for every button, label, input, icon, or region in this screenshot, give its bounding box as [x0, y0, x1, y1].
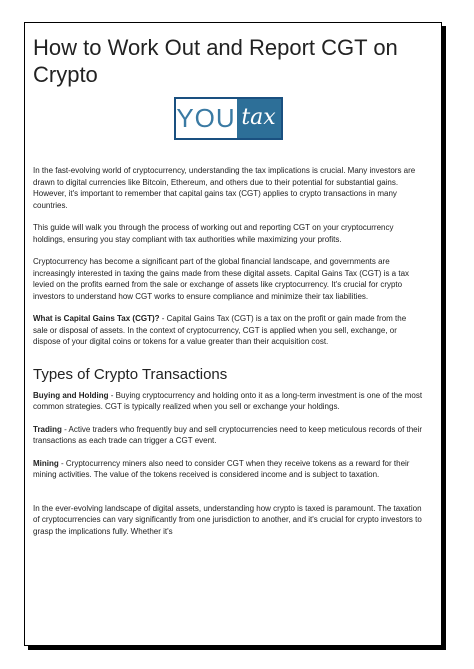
type-term: Mining [33, 458, 59, 468]
type-term: Trading [33, 424, 62, 434]
type-buying-holding [33, 390, 423, 413]
logo-tax-text: tax [241, 105, 276, 130]
document-content [33, 34, 423, 537]
types-heading: Types of Crypto Transactions [33, 365, 228, 383]
type-text: - Active traders who frequently buy and sell cryptocurrencies need to keep meticulous records of their transactions as each trade can trigger a CGT event. [33, 424, 423, 445]
guide-paragraph: This guide will walk you through the process of working out and reporting CGT on your cryptocurrency holdings, ensuring you stay compliant with tax authorities while maximizing your profits. [33, 223, 394, 244]
intro-cgt-note: However, it's important to remember that capital gains tax (CGT) applies to crypto transactions in many countries. [33, 189, 397, 210]
significance-paragraph: Cryptocurrency has become a significant part of the global financial landscape, and governments are increasingly interested in taxing the gains made from these digital assets. Capital Gains Tax (CGT) is a tax levied on the profits earned from the sale or exchange of assets like cryptocurrency. It's crucial for crypto investors to understand how CGT works to ensure compliance and minimize their tax liabilities. [33, 257, 410, 301]
closing-paragraph: In the ever-evolving landscape of digital assets, understanding how crypto is taxed is paramount. The taxation of cryptocurrencies can vary significantly from one jurisdiction to another, and it's crucial for crypto investors to grasp the implications fully. Whether it's [33, 503, 422, 536]
type-text: - Cryptocurrency miners also need to consider CGT when they receive tokens as a reward for their mining activities. The value of the tokens received is considered income and is subject to taxation. [33, 458, 410, 479]
what-is-cgt-paragraph [33, 313, 423, 348]
youtax-logo [174, 97, 283, 140]
page-title: How to Work Out and Report CGT on Crypto [33, 35, 398, 87]
type-trading [33, 424, 423, 447]
logo-container [33, 97, 423, 136]
type-term: Buying and Holding [33, 390, 109, 400]
logo-you-text: YOU [176, 99, 237, 138]
what-is-cgt-term: What is Capital Gains Tax (CGT)? [33, 314, 160, 323]
type-mining [33, 458, 423, 481]
what-is-cgt-text: - Capital Gains Tax (CGT) is a tax on the profit or gain made from the sale or disposal of assets. In the context of cryptocurrency, CGT is applied when you sell, exchange, or dispose of your digital coins or tokens for a value greater than their acquisition cost. [33, 314, 407, 346]
type-text: - Buying cryptocurrency and holding onto it as a long-term investment is one of the most common strategies. CGT is typically realized when you sell or exchange your holdings. [33, 390, 423, 411]
intro-paragraph: In the fast-evolving world of cryptocurrency, understanding the tax implications is crucial. Many investors are drawn to digital currencies like Bitcoin, Ethereum, and others due to their potential for substantial gains. [33, 166, 416, 187]
